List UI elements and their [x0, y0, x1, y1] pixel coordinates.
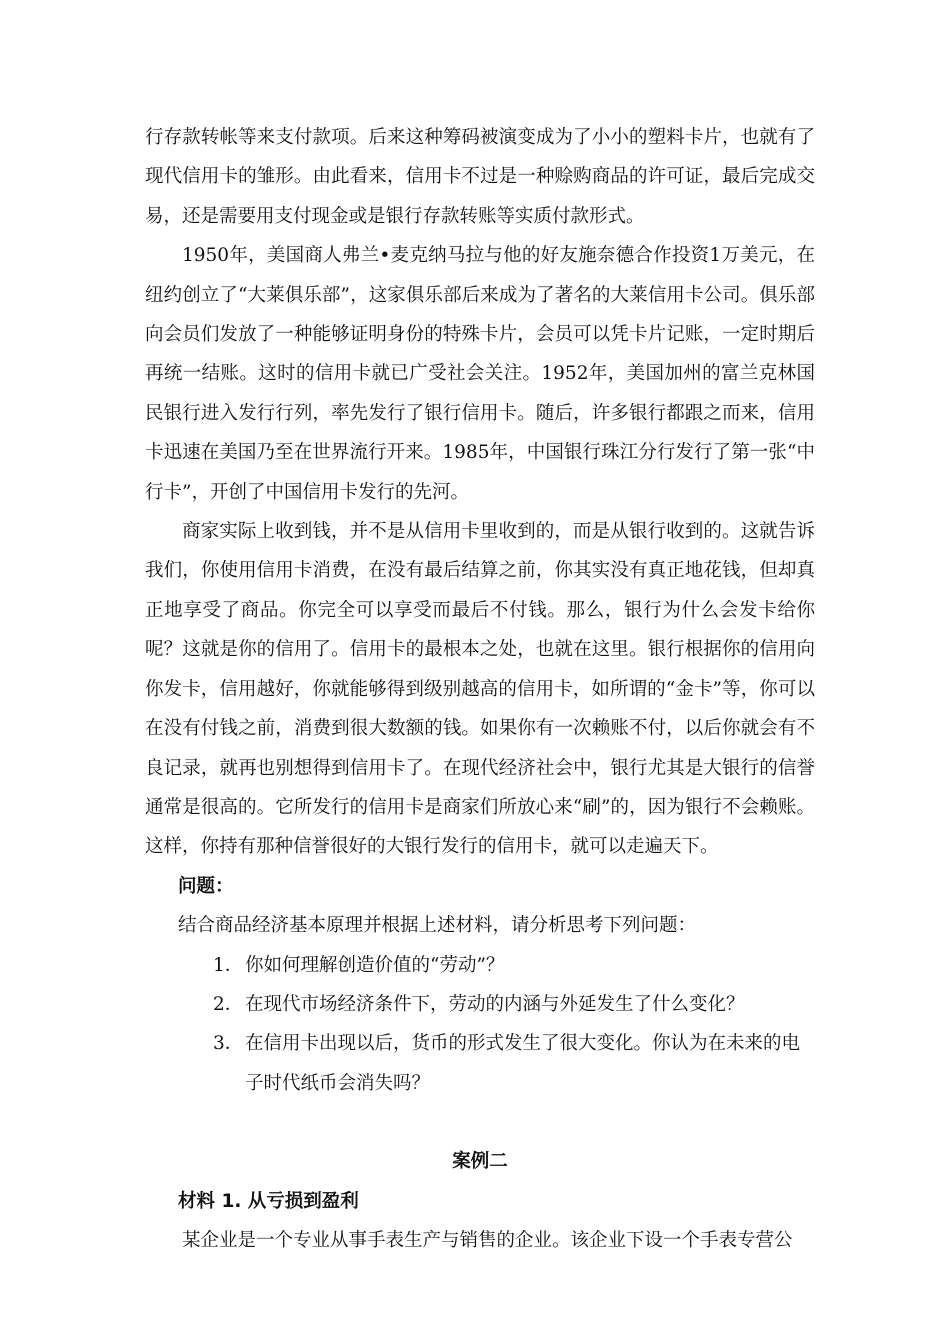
question-text: 你如何理解创造价值的“劳动”？ — [245, 954, 505, 976]
document-body — [145, 118, 815, 1260]
question-number: 2． — [213, 993, 244, 1015]
question-text: 在信用卡出现以后，货币的形式发生了很大变化。你认为在未来的电子时代纸币会消失吗？ — [245, 1033, 801, 1094]
paragraph-case-two-intro: 某企业是一个专业从事手表生产与销售的企业。该企业下设一个手表专营公 — [182, 1229, 793, 1251]
question-item — [145, 1024, 815, 1103]
material-one-heading: 材料 1. 从亏损到盈利 — [178, 1190, 359, 1212]
section-spacer — [145, 1103, 815, 1142]
case-two-title: 案例二 — [452, 1151, 508, 1173]
questions-intro: 结合商品经济基本原理并根据上述材料，请分析思考下列问题： — [178, 915, 697, 937]
paragraph-credit-card-principle: 商家实际上收到钱，并不是从信用卡里收到的，而是从银行收到的。这就告诉我们，你使用信用卡消费，在没有最后结算之前，你其实没有真正地花钱，但却真正地享受了商品。你完全可以享受而最后不付钱。那么，银行为什么会发卡给你呢？这就是你的信用了。信用卡的最根本之处，也就在这里。银行根据你的信用向你发卡，信用越好，你就能够得到级别越高的信用卡，如所谓的“金卡”等，你可以在没有付钱之前，消费到很大数额的钱。如果你有一次赖账不付，以后你就会有不良记录，就再也别想得到信用卡了。在现代经济社会中，银行尤其是大银行的信誉通常是很高的。它所发行的信用卡是商家们所放心来“刷”的，因为银行不会赖账。这样，你持有那种信誉很好的大银行发行的信用卡，就可以走遍天下。 — [145, 521, 815, 858]
paragraph-credit-card-history: 1950年，美国商人弗兰•麦克纳马拉与他的好友施奈德合作投资1万美元，在纽约创立了“大莱俱乐部”，这家俱乐部后来成为了著名的大莱信用卡公司。俱乐部向会员们发放了一种能够证明身份的特殊卡片，会员可以凭卡片记账，一定时期后再统一结账。这时的信用卡就已广受社会关注。1952年，美国加州的富兰克林国民银行进入发行行列，率先发行了银行信用卡。随后，许多银行都跟之而来，信用卡迅速在美国乃至在世界流行开来。1985年，中国银行珠江分行发行了第一张“中行卡”，开创了中国信用卡发行的先河。 — [145, 245, 815, 503]
questions-heading: 问题： — [178, 875, 234, 897]
questions-list — [145, 946, 815, 1104]
question-item — [145, 946, 815, 985]
question-number: 3． — [213, 1033, 244, 1055]
paragraph-credit-card-origin: 行存款转帐等来支付款项。后来这种筹码被演变成为了小小的塑料卡片，也就有了现代信用卡的雏形。由此看来，信用卡不过是一种赊购商品的许可证，最后完成交易，还是需要用支付现金或是银行存款转账等实质付款形式。 — [145, 127, 815, 227]
question-item — [145, 985, 815, 1024]
question-text: 在现代市场经济条件下，劳动的内涵与外延发生了什么变化？ — [245, 993, 745, 1015]
question-number: 1． — [213, 954, 244, 976]
